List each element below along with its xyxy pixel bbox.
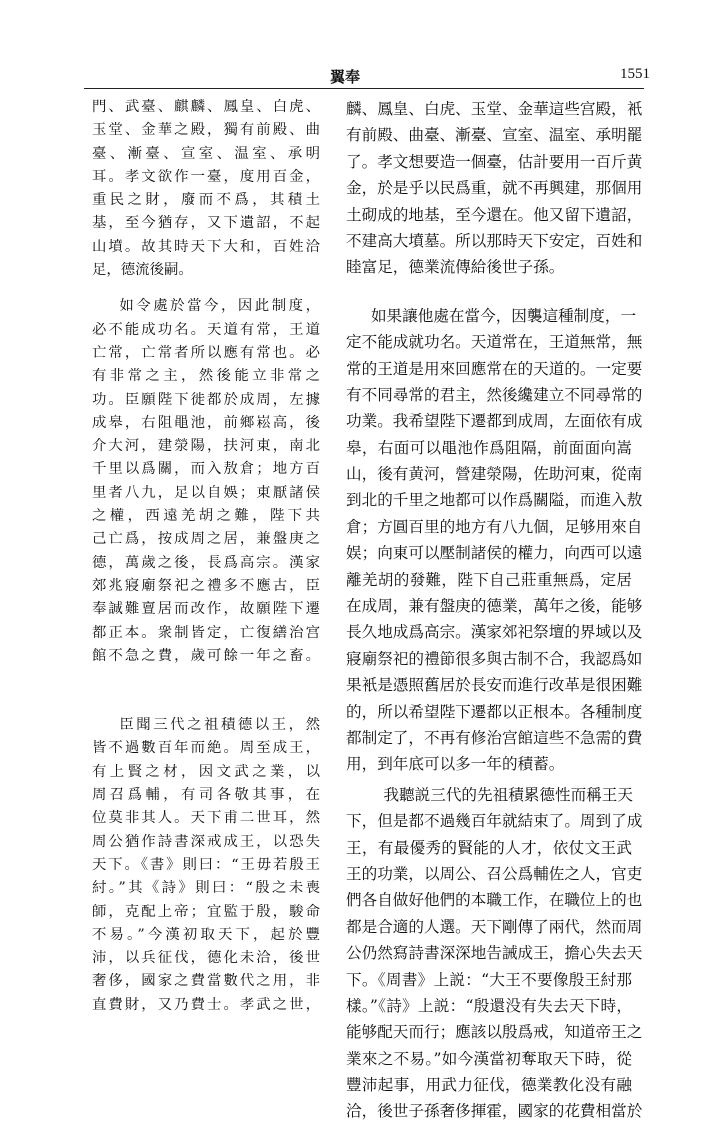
text-line: 公仍然寫詩書深深地告誡成王，擔心失去天 xyxy=(346,944,643,963)
text-line: 周公猶作詩書深戒成王，以恐失 xyxy=(92,833,320,850)
translation-paragraph-2 xyxy=(346,303,637,329)
text-line: 皆不過數百年而絶。周至成王， xyxy=(92,740,320,757)
text-line: 王的功業，以周公、召公爲輔佐之人，官吏 xyxy=(346,864,643,883)
text-line: 都是合適的人選。天下剛傳了兩代，然而周 xyxy=(346,917,643,936)
text-line: 功業。我希望陛下遷都到成周，左面依有成 xyxy=(346,412,643,431)
text-line: 樣。”《詩》上説：“殷還没有失去天下時， xyxy=(346,996,632,1015)
text-line: 必不能成功名。天道有常，王道 xyxy=(92,321,320,338)
text-line: 天下。《書》則曰：“王毋若殷王 xyxy=(92,856,320,873)
text-line: 用，到年底可以多一年的積蓄。 xyxy=(346,755,565,774)
text-line: 亡常，亡常者所以應有常也。必 xyxy=(92,344,320,361)
text-line: 下，但是都不過幾百年就結束了。周到了成 xyxy=(346,812,643,831)
paragraph-gap xyxy=(92,668,320,714)
text-line: 山墳。故其時天下大和，百姓洽 xyxy=(92,238,320,255)
text-line: 長久地成爲高宗。漢家郊祀祭壇的界域以及 xyxy=(346,623,643,642)
text-line: 紂。”其《詩》則曰：“殷之未喪 xyxy=(92,880,320,897)
text-line: 都制定了，不再有修治宫館這些不急需的費 xyxy=(346,728,643,747)
text-line: 不建高大墳墓。所以那時天下安定，百姓和 xyxy=(346,231,643,250)
text-line: 耳。孝文欲作一臺，度用百金， xyxy=(92,168,320,185)
classical-text-column xyxy=(92,96,320,1017)
text-line: 基，至今猶存，又下遺詔，不起 xyxy=(92,215,320,232)
text-line: 臣聞三代之祖積德以王，然 xyxy=(119,717,320,734)
text-line: 豐沛起事，用武力征伐，德業教化没有融 xyxy=(346,1076,632,1095)
classical-paragraph-2-body xyxy=(92,319,320,668)
text-line: 千里以爲關，而入敖倉；地方百 xyxy=(92,461,320,478)
classical-paragraph-1 xyxy=(92,96,320,282)
text-line: 有前殿、曲臺、漸臺、宣室、温室、承明罷 xyxy=(346,126,643,145)
text-line: 周召爲輔，有司各敬其事，在 xyxy=(92,787,320,804)
text-line: 奉誠難亶居而改作，故願陛下遷 xyxy=(92,601,320,618)
text-line: 在成周，兼有盤庚的德業，萬年之後，能够 xyxy=(346,597,643,616)
text-line: 洽，後世子孫奢侈揮霍，國家的花費相當於 xyxy=(346,1102,643,1121)
text-line: 重民之財，廢而不爲，其積土 xyxy=(92,192,320,209)
text-line: 介大河，建滎陽，扶河東，南北 xyxy=(92,438,320,455)
text-line: 里者八九，足以自娛；東厭諸侯 xyxy=(92,484,320,501)
text-line: 山，後有黄河，營建滎陽，佐助河東，從南 xyxy=(346,465,643,484)
text-line: 如果讓他處在當今，因襲這種制度，一 xyxy=(370,306,637,325)
text-line: 足，德流後嗣。 xyxy=(92,262,193,279)
text-line: 奢侈，國家之費當數代之用，非 xyxy=(92,973,320,990)
text-line: 們各自做好他們的本職工作，在職位上的也 xyxy=(346,891,643,910)
text-line: 如令處於當今，因此制度， xyxy=(119,298,320,315)
text-line: 德，萬歲之後，長爲高宗。漢家 xyxy=(92,554,320,571)
text-line: 玉堂、金華之殿，獨有前殿、曲 xyxy=(92,122,320,139)
paragraph-gap xyxy=(346,281,632,303)
classical-paragraph-2 xyxy=(92,295,320,318)
running-title: 翼奉 xyxy=(330,68,361,86)
text-line: 定不能成就功名。天道常在，王道無常，無 xyxy=(346,333,643,352)
text-line: 館不急之費，歲可餘一年之畜。 xyxy=(92,647,320,664)
text-line: 門、武臺、麒麟、鳳皇、白虎、 xyxy=(92,99,320,115)
text-line: 睦富足，德業流傳給後世子孫。 xyxy=(346,258,565,277)
text-line: 果衹是憑照舊居於長安而進行改革是很困難 xyxy=(346,676,643,695)
text-line: 不易。”今漢初取天下，起於豐 xyxy=(92,926,320,943)
text-line: 倉；方圓百里的地方有八九個，足够用來自 xyxy=(346,517,643,536)
text-line: 金，於是乎以民爲重，就不再興建，那個用 xyxy=(346,179,643,198)
text-line: 了。孝文想要造一個臺，估計要用一百斤黄 xyxy=(346,152,643,171)
translation-column xyxy=(346,96,643,1125)
text-line: 的，所以希望陛下遷都以正根本。各種制度 xyxy=(346,702,643,721)
text-line: 常的王道是用來回應常在的天道的。一定要 xyxy=(346,359,643,378)
paragraph-gap xyxy=(92,282,320,295)
translation-paragraph-2-body xyxy=(346,329,643,778)
text-line: 沛，以兵征伐，德化未洽，後世 xyxy=(92,950,320,967)
text-line: 有上賢之材，因文武之業，以 xyxy=(92,763,320,780)
text-line: 之權，西遠羌胡之難，陛下共 xyxy=(92,508,320,525)
text-line: 有非常之主，然後能立非常之 xyxy=(92,368,320,385)
text-line: 離羌胡的發難，陛下自己莊重無爲，定居 xyxy=(346,570,632,589)
text-line: 王，有最優秀的賢能的人才，依仗文王武 xyxy=(346,838,632,857)
text-line: 位莫非其人。天下甫二世耳，然 xyxy=(92,810,320,827)
classical-paragraph-3 xyxy=(92,714,320,737)
text-line: 有不同尋常的君主，然後纔建立不同尋常的 xyxy=(346,385,643,404)
header-rule xyxy=(84,88,644,89)
translation-paragraph-1 xyxy=(346,96,643,281)
text-line: 直費財，又乃費士。孝武之世， xyxy=(92,996,320,1013)
text-line: 麟、鳳皇、白虎、玉堂、金華這些宫殿，衹 xyxy=(346,100,643,118)
page-header xyxy=(0,66,716,88)
text-line: 到北的千里之地都可以作爲關隘，而進入敖 xyxy=(346,491,643,510)
page-number: 1551 xyxy=(620,66,650,82)
text-line: 土砌成的地基，至今還在。他又留下遺詔， xyxy=(346,205,643,224)
text-line: 能够配天而行；應該以殷爲戒，知道帝王之 xyxy=(346,1023,643,1042)
text-line: 皋，右面可以黽池作爲阻隔，前面面向嵩 xyxy=(346,438,632,457)
text-line: 師，克配上帝；宜監于殷，駿命 xyxy=(92,903,320,920)
translation-paragraph-3 xyxy=(346,782,632,808)
text-line: 業來之不易。”如今漢當初奪取天下時，從 xyxy=(346,1049,632,1068)
translation-paragraph-3-body xyxy=(346,808,643,1125)
text-line: 臺、漸臺、宣室、温室、承明 xyxy=(92,145,320,162)
text-line: 己亡爲，按成周之居，兼盤庚之 xyxy=(92,531,320,548)
classical-paragraph-3-body xyxy=(92,737,320,1017)
text-line: 郊兆寢廟祭祀之禮多不應古，臣 xyxy=(92,577,320,594)
text-line: 成皋，右阻黽池，前鄉崧高，後 xyxy=(92,414,320,431)
text-line: 娱；向東可以壓制諸侯的權力，向西可以遠 xyxy=(346,544,643,563)
text-line: 都正本。衆制皆定，亡復繕治宫 xyxy=(92,624,320,641)
text-line: 功。臣願陛下徙都於成周，左據 xyxy=(92,391,320,408)
text-line: 下。《周書》上説：“大王不要像殷王紂那 xyxy=(346,970,632,989)
text-line: 寢廟祭祀的禮節很多與古制不合，我認爲如 xyxy=(346,649,643,668)
text-line: 我聽説三代的先祖積累德性而稱王天 xyxy=(383,785,633,804)
